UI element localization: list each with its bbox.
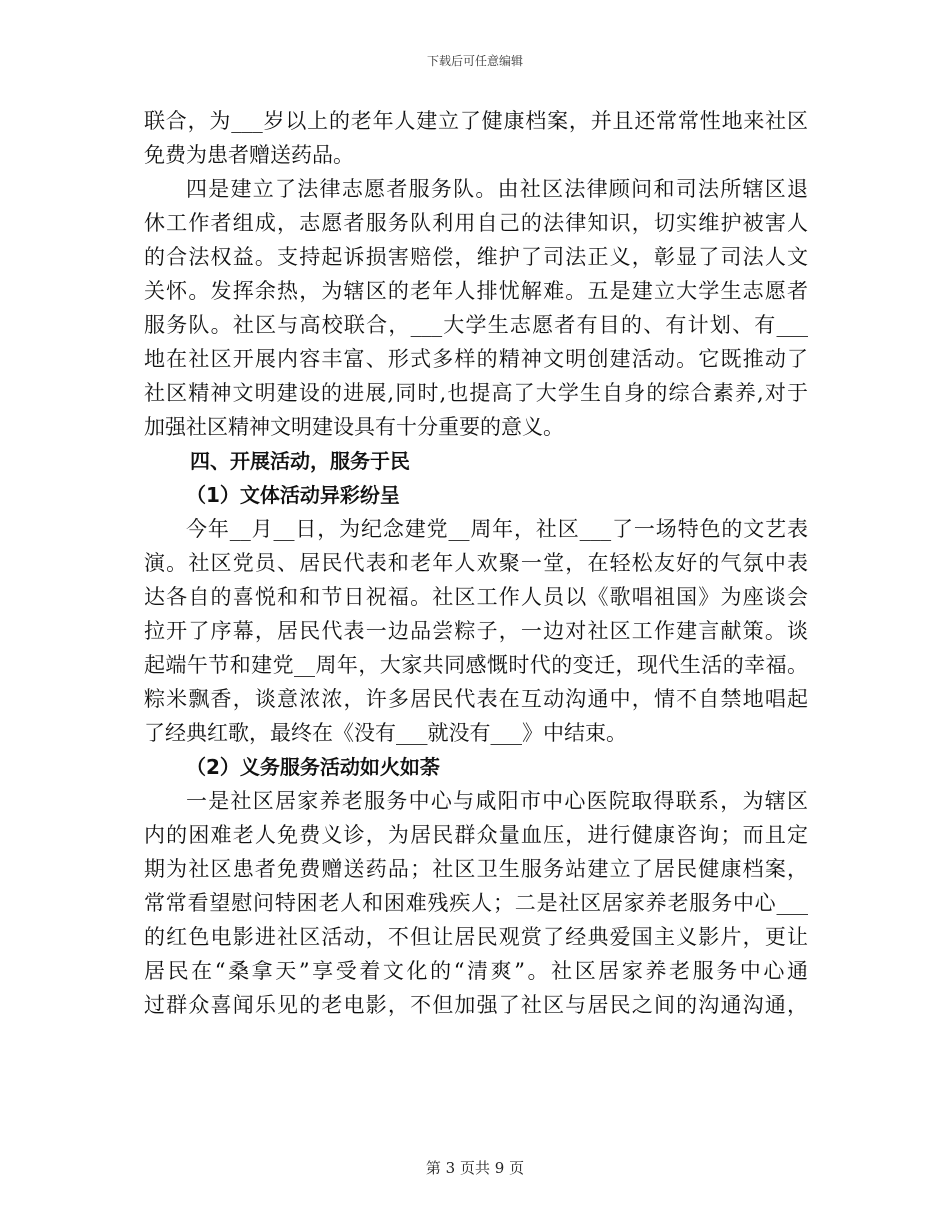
text-line: 常常看望慰问特困老人和困难残疾人；二是社区居家养老服务中心___ — [144, 891, 808, 915]
text-line: 了经典红歌，最终在《没有___就没有___》中结束。 — [144, 721, 627, 745]
text-line: 达各自的喜悦和和节日祝福。社区工作人员以《歌唱祖国》为座谈会 — [144, 585, 808, 609]
subsection-heading: （1）文体活动异彩纷呈 — [186, 483, 400, 507]
text-line: 一是社区居家养老服务中心与咸阳市中心医院取得联系，为辖区 — [186, 789, 808, 813]
text-line: 起端午节和建党__周年，大家共同感慨时代的变迁，现代生活的幸福。 — [144, 653, 808, 677]
document-body — [144, 104, 808, 1022]
text-line: 关怀。发挥余热，为辖区的老年人排忧解难。五是建立大学生志愿者 — [144, 279, 808, 303]
text-line: 粽米飘香，谈意浓浓，许多居民代表在互动沟通中，情不自禁地唱起 — [144, 687, 808, 711]
page-footer: 第 3 页共 9 页 — [425, 1159, 525, 1177]
text-line: 居民在“桑拿天”享受着文化的“清爽”。社区居家养老服务中心通 — [144, 959, 808, 983]
text-line: 的红色电影进社区活动，不但让居民观赏了经典爱国主义影片，更让 — [144, 925, 808, 949]
text-line: 加强社区精神文明建设具有十分重要的意义。 — [144, 415, 564, 439]
subsection-heading: （2）义务服务活动如火如荼 — [186, 755, 440, 779]
text-line: 联合，为___岁以上的老年人建立了健康档案，并且还常常性地来社区 — [144, 109, 808, 133]
text-line: 四是建立了法律志愿者服务队。由社区法律顾问和司法所辖区退 — [186, 177, 808, 201]
text-line: 的合法权益。支持起诉损害赔偿，维护了司法正义，彰显了司法人文 — [144, 245, 808, 269]
text-line: 拉开了序幕，居民代表一边品尝粽子，一边对社区工作建言献策。谈 — [144, 619, 808, 643]
text-line: 地在社区开展内容丰富、形式多样的精神文明创建活动。它既推动了 — [144, 347, 808, 371]
section-heading: 四、开展活动，服务于民 — [190, 449, 410, 473]
text-line: 期为社区患者免费赠送药品；社区卫生服务站建立了居民健康档案， — [144, 857, 808, 881]
text-line: 今年__月__日，为纪念建党__周年，社区___了一场特色的文艺表 — [186, 517, 808, 541]
page-header: 下载后可任意编辑 — [426, 54, 523, 68]
text-line: 休工作者组成，志愿者服务队利用自己的法律知识，切实维护被害人 — [144, 211, 808, 235]
text-line: 演。社区党员、居民代表和老年人欢聚一堂，在轻松友好的气氛中表 — [144, 551, 808, 575]
text-line: 过群众喜闻乐见的老电影，不但加强了社区与居民之间的沟通沟通， — [144, 993, 808, 1017]
text-line: 内的困难老人免费义诊，为居民群众量血压，进行健康咨询；而且定 — [144, 823, 808, 847]
text-line: 服务队。社区与高校联合，___大学生志愿者有目的、有计划、有___ — [144, 313, 808, 337]
text-line: 免费为患者赠送药品。 — [144, 143, 354, 167]
text-line: 社区精神文明建设的进展,同时,也提高了大学生自身的综合素养,对于 — [144, 381, 808, 405]
